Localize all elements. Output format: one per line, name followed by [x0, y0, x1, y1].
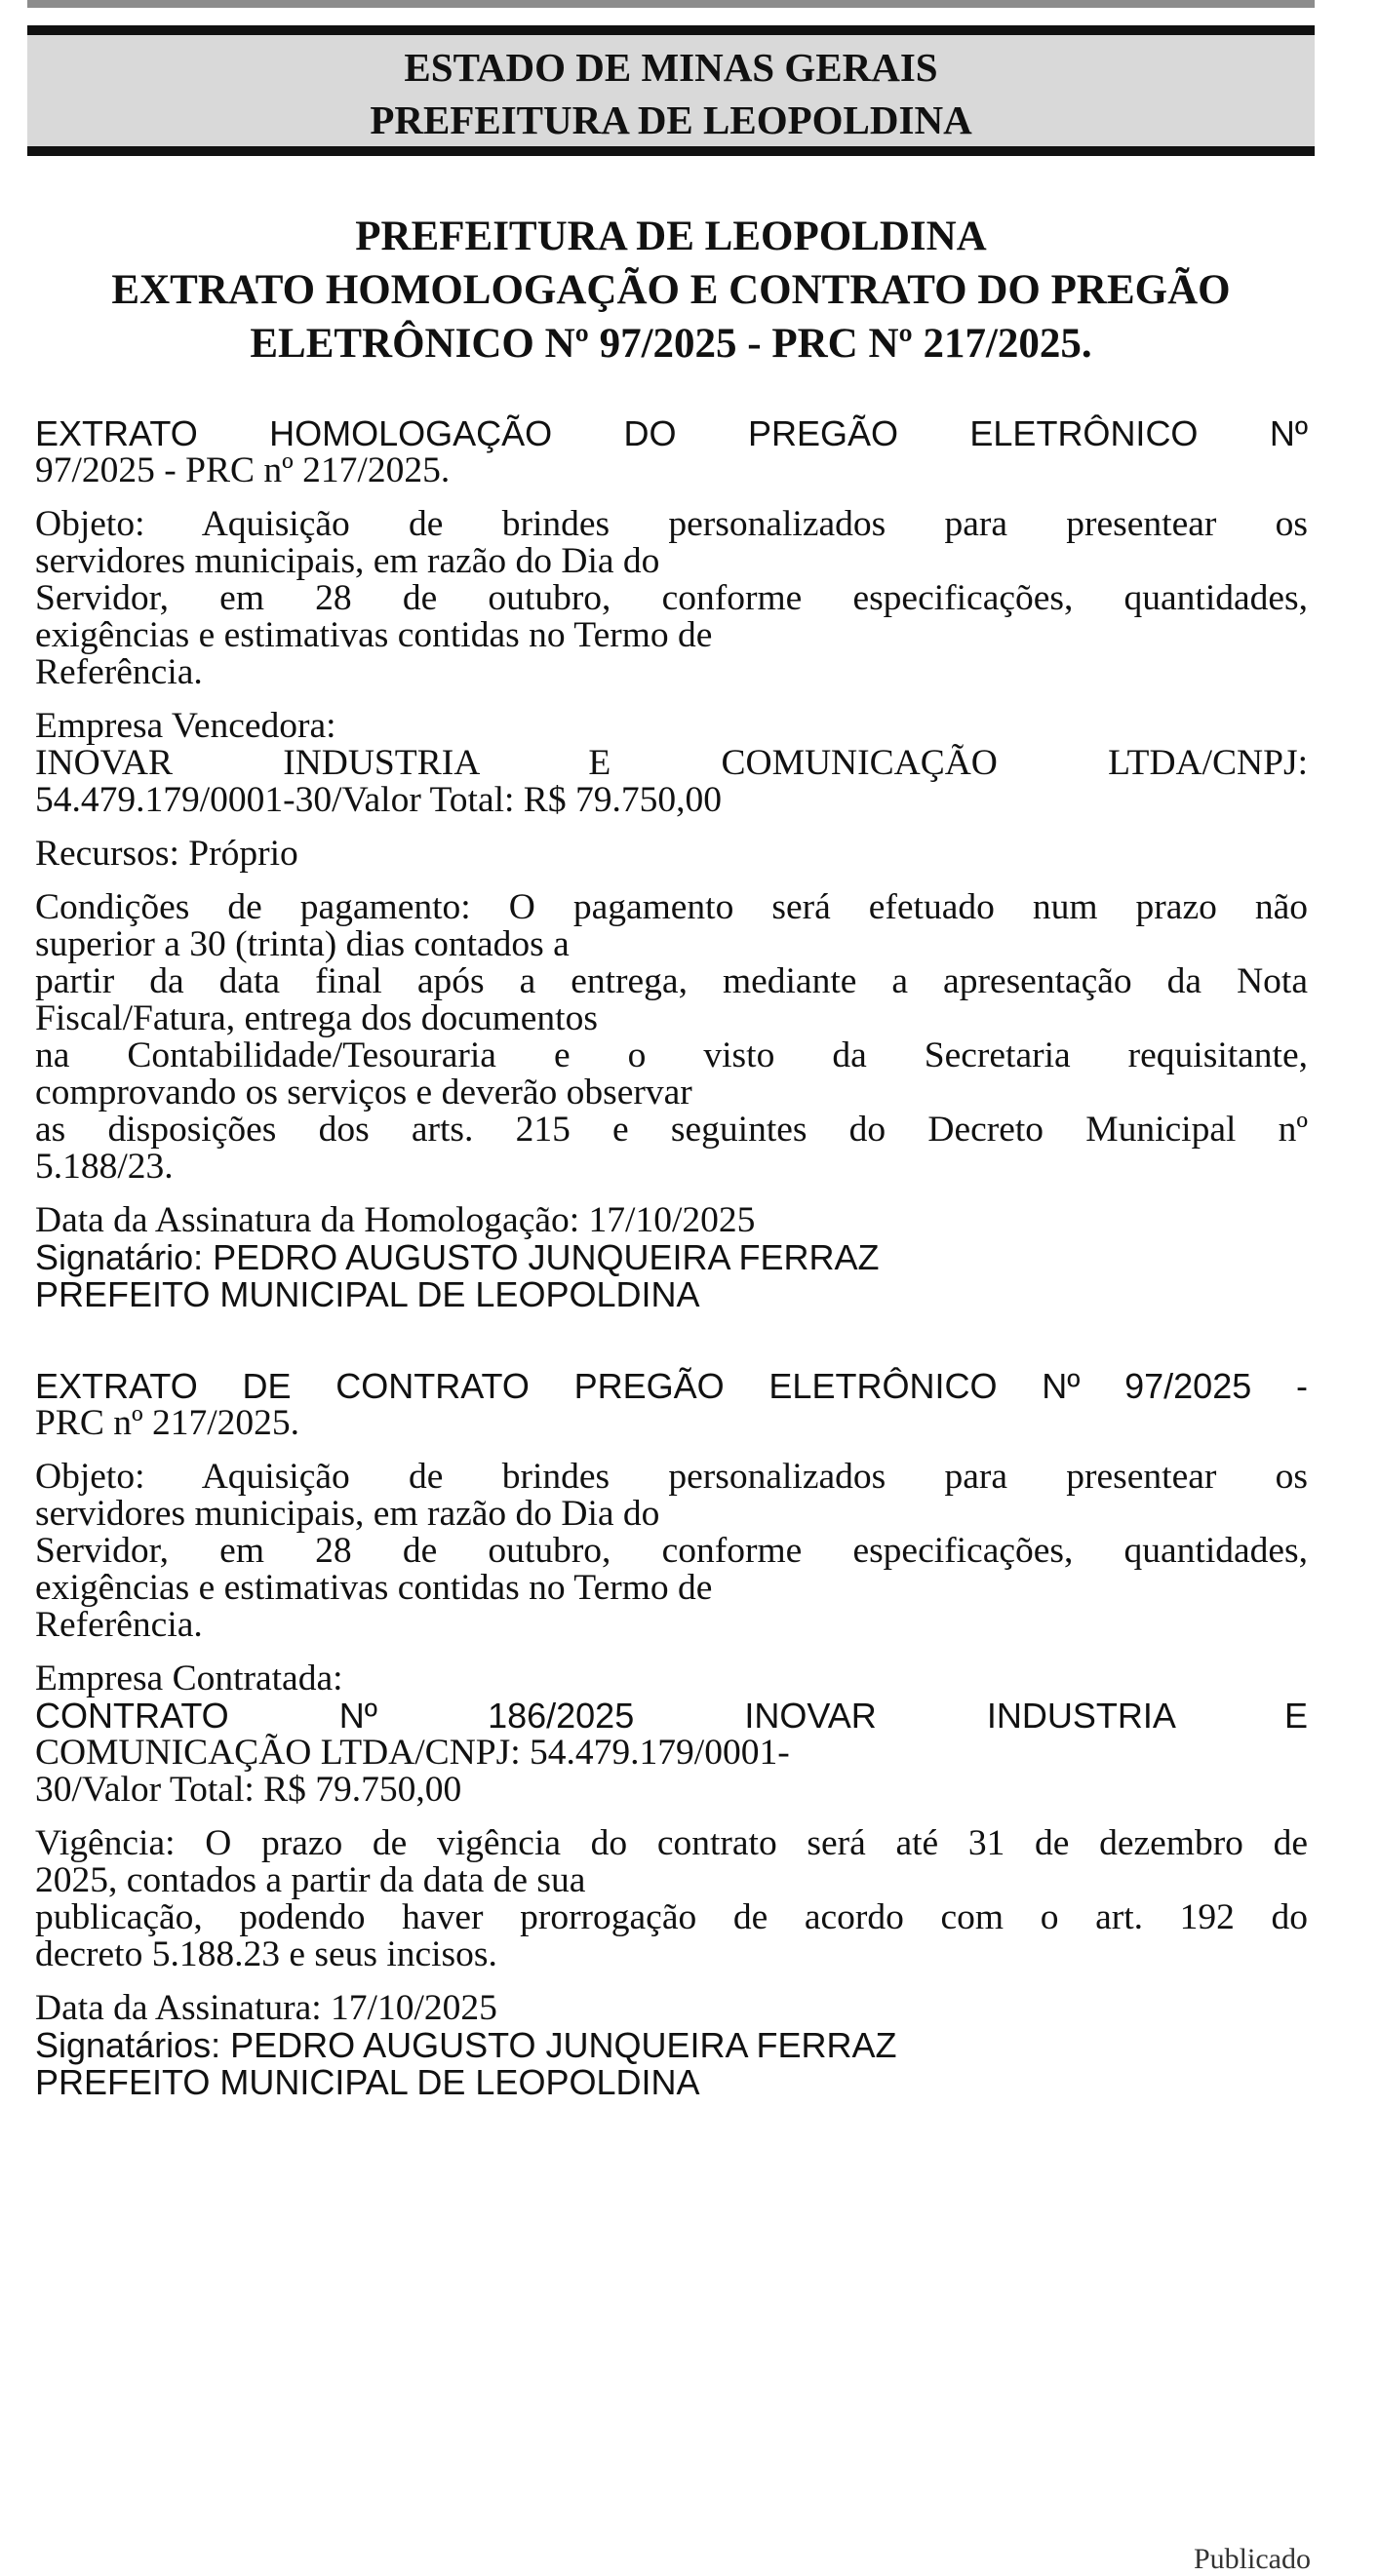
- homologacao-objeto-line-5: Referência.: [35, 652, 203, 692]
- homologacao-cargo: PREFEITO MUNICIPAL DE LEOPOLDINA: [35, 1274, 700, 1314]
- contrato-assinatura: [35, 1990, 1308, 2101]
- contrato-objeto-line-1: Objeto: Aquisição de brindes personalizados para presentear os: [35, 1457, 1308, 1497]
- homologacao-condicoes-line-8: 5.188/23.: [35, 1147, 174, 1187]
- title-line-2: EXTRATO HOMOLOGAÇÃO E CONTRATO DO PREGÃO: [111, 267, 1231, 313]
- homologacao-recursos-text: Recursos: Próprio: [35, 834, 298, 874]
- homologacao-condicoes-line-4: Fiscal/Fatura, entrega dos documentos: [35, 998, 598, 1038]
- contrato-objeto-line-5: Referência.: [35, 1605, 203, 1645]
- contrato-heading: [35, 1368, 1308, 1442]
- homologacao-empresa: [35, 745, 1308, 819]
- contrato-empresa-label: [35, 1660, 1308, 1698]
- document-header: [27, 25, 1315, 156]
- document-title: [27, 210, 1315, 371]
- contrato-objeto-line-3: Servidor, em 28 de outubro, conforme especificações, quantidades,: [35, 1531, 1308, 1571]
- top-rule: [27, 0, 1315, 8]
- homologacao-condicoes-line-3: partir da data final após a entrega, mediante a apresentação da Nota: [35, 961, 1308, 1001]
- contrato-vigencia: [35, 1825, 1308, 1973]
- homologacao-heading-line-2: 97/2025 - PRC nº 217/2025.: [35, 450, 451, 490]
- homologacao-empresa-line-1: INOVAR INDUSTRIA E COMUNICAÇÃO LTDA/CNPJ:: [35, 743, 1308, 783]
- homologacao-objeto-line-1: Objeto: Aquisição de brindes personalizados para presentear os: [35, 504, 1308, 544]
- contrato-heading-line-2: PRC nº 217/2025.: [35, 1403, 300, 1443]
- contrato-vigencia-line-2: 2025, contados a partir da data de sua: [35, 1860, 586, 1900]
- document-body: [35, 415, 1308, 2101]
- contrato-empresa: [35, 1698, 1308, 1809]
- contrato-vigencia-line-1: Vigência: O prazo de vigência do contrato será até 31 de dezembro de: [35, 1823, 1308, 1863]
- homologacao-condicoes-line-7: as disposições dos arts. 215 e seguintes do Decreto Municipal nº: [35, 1110, 1308, 1150]
- contrato-signatario: Signatários: PEDRO AUGUSTO JUNQUEIRA FERRAZ: [35, 2025, 897, 2065]
- contrato-objeto-line-2: servidores municipais, em razão do Dia do: [35, 1494, 660, 1534]
- title-line-3: ELETRÔNICO Nº 97/2025 - PRC Nº 217/2025.: [250, 321, 1092, 367]
- homologacao-data: Data da Assinatura da Homologação: 17/10/2025: [35, 1200, 756, 1240]
- contrato-empresa-label-text: Empresa Contratada:: [35, 1659, 343, 1698]
- header-state: ESTADO DE MINAS GERAIS: [404, 45, 938, 90]
- contrato-objeto-line-4: exigências e estimativas contidas no Termo de: [35, 1568, 713, 1608]
- contrato-vigencia-line-4: decreto 5.188.23 e seus incisos.: [35, 1934, 497, 1974]
- homologacao-condicoes: [35, 889, 1308, 1186]
- homologacao-condicoes-line-2: superior a 30 (trinta) dias contados a: [35, 924, 570, 964]
- homologacao-objeto-line-4: exigências e estimativas contidas no Termo de: [35, 615, 713, 655]
- homologacao-empresa-label: [35, 708, 1308, 745]
- contrato-empresa-line-2: COMUNICAÇÃO LTDA/CNPJ: 54.479.179/0001-: [35, 1733, 790, 1773]
- homologacao-condicoes-line-6: comprovando os serviços e deverão observar: [35, 1073, 692, 1112]
- header-prefecture: PREFEITURA DE LEOPOLDINA: [370, 98, 972, 142]
- footer-fragment: Publicado: [1194, 2543, 1311, 2575]
- homologacao-signatario: Signatário: PEDRO AUGUSTO JUNQUEIRA FERRAZ: [35, 1237, 880, 1277]
- homologacao-assinatura: [35, 1202, 1308, 1313]
- contrato-cargo: PREFEITO MUNICIPAL DE LEOPOLDINA: [35, 2062, 700, 2102]
- title-line-1: PREFEITURA DE LEOPOLDINA: [355, 214, 987, 259]
- contrato-empresa-line-3: 30/Valor Total: R$ 79.750,00: [35, 1770, 462, 1810]
- homologacao-heading-line-1: EXTRATO HOMOLOGAÇÃO DO PREGÃO ELETRÔNICO Nº: [35, 413, 1308, 453]
- homologacao-condicoes-line-1: Condições de pagamento: O pagamento será efetuado num prazo não: [35, 887, 1308, 927]
- homologacao-condicoes-line-5: na Contabilidade/Tesouraria e o visto da Secretaria requisitante,: [35, 1035, 1308, 1075]
- homologacao-empresa-label-text: Empresa Vencedora:: [35, 706, 336, 746]
- contrato-data: Data da Assinatura: 17/10/2025: [35, 1988, 497, 2028]
- homologacao-objeto: [35, 506, 1308, 691]
- homologacao-recursos: [35, 836, 1308, 873]
- homologacao-empresa-line-2: 54.479.179/0001-30/Valor Total: R$ 79.750,00: [35, 780, 722, 820]
- contrato-objeto: [35, 1459, 1308, 1644]
- contrato-vigencia-line-3: publicação, podendo haver prorrogação de acordo com o art. 192 do: [35, 1897, 1308, 1937]
- homologacao-objeto-line-3: Servidor, em 28 de outubro, conforme especificações, quantidades,: [35, 578, 1308, 618]
- contrato-empresa-line-1: CONTRATO Nº 186/2025 INOVAR INDUSTRIA E: [35, 1696, 1308, 1736]
- homologacao-objeto-line-2: servidores municipais, em razão do Dia do: [35, 541, 660, 581]
- homologacao-heading: [35, 415, 1308, 489]
- contrato-heading-line-1: EXTRATO DE CONTRATO PREGÃO ELETRÔNICO Nº 97/2025 -: [35, 1366, 1308, 1406]
